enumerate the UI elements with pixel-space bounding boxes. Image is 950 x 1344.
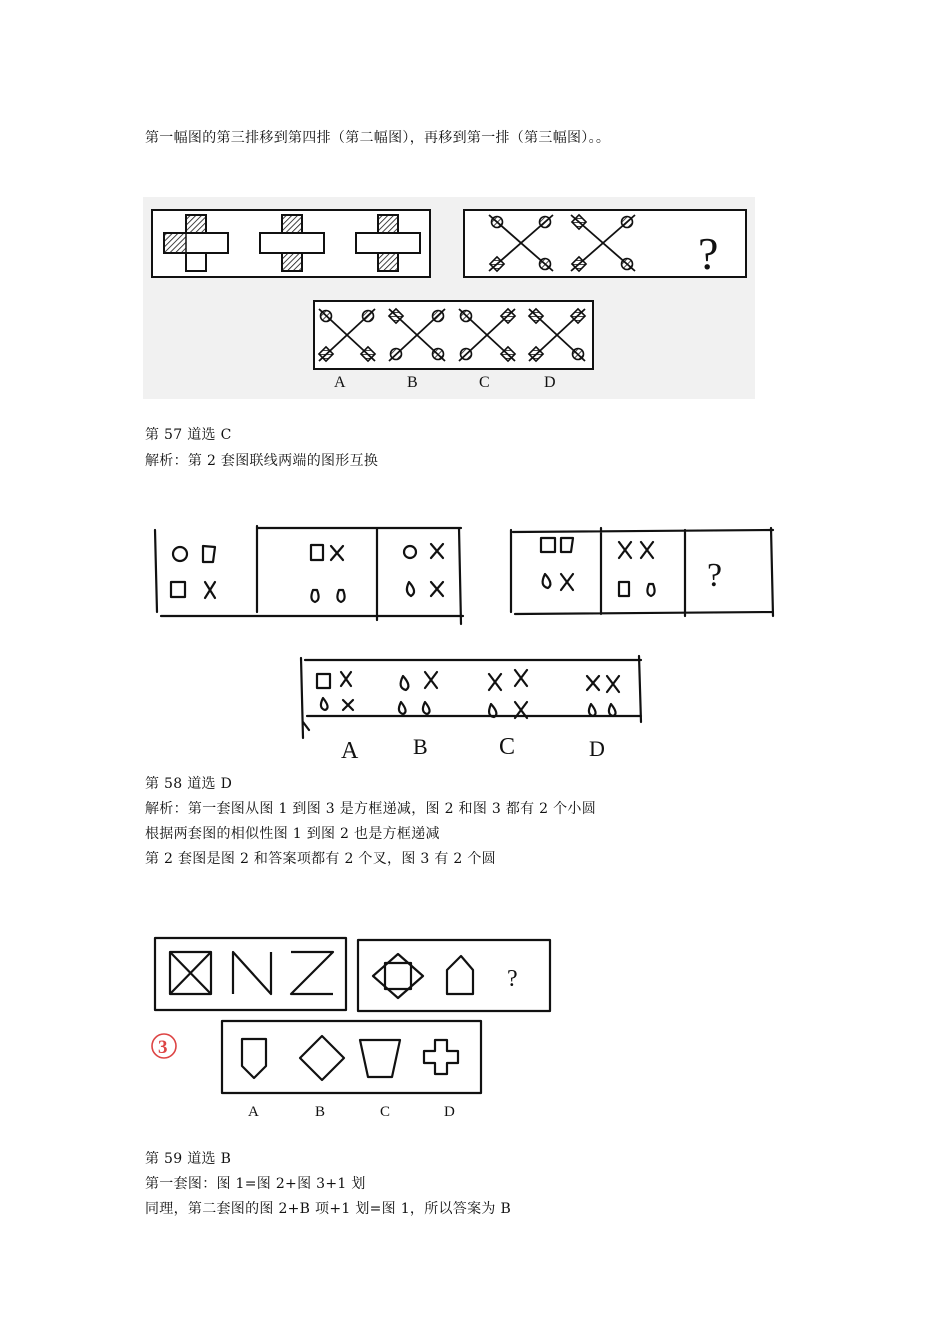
options-box [314, 301, 593, 369]
option-label-b: B [315, 1104, 326, 1120]
option-label-a: A [248, 1104, 259, 1120]
set-2-frame [511, 528, 773, 616]
option-label-d: D [444, 1104, 455, 1120]
q57-analysis: 解析：第 2 套图联线两端的图形互换 [145, 453, 379, 469]
q58-answer: 第 58 道选 D [145, 776, 233, 792]
question-58-figure [145, 520, 785, 768]
question-number: 3 [158, 1037, 168, 1058]
option-label-a: A [341, 738, 359, 764]
q59-analysis-line-2: 同理，第二套图的图 2+B 项+1 划=图 1，所以答案为 B [145, 1201, 512, 1217]
set-1-frame [155, 526, 463, 624]
question-mark: ? [698, 228, 719, 279]
q58-analysis-line-3: 第 2 套图是图 2 和答案项都有 2 个叉，图 3 有 2 个圆 [145, 851, 496, 867]
option-label-c: C [380, 1104, 391, 1120]
options-box [301, 656, 641, 738]
question-57-figure [143, 197, 755, 399]
option-label-d: D [589, 736, 605, 761]
question-59-figure [145, 932, 560, 1122]
option-label-d: D [544, 374, 556, 391]
q59-answer: 第 59 道选 B [145, 1151, 232, 1167]
option-label-b: B [413, 734, 428, 759]
q57-answer: 第 57 道选 C [145, 427, 232, 443]
options-box [222, 1021, 481, 1093]
question-mark: ? [707, 557, 723, 594]
intro-text: 第一幅图的第三排移到第四排（第二幅图），再移到第一排（第三幅图）。。 [145, 130, 611, 146]
q59-analysis-line-1: 第一套图：图 1=图 2+图 3+1 划 [145, 1176, 366, 1192]
question-mark: ? [507, 966, 518, 992]
option-label-b: B [407, 374, 418, 391]
set-1-box [155, 938, 346, 1010]
set-2-box [358, 940, 550, 1011]
option-label-a: A [334, 374, 346, 391]
option-label-c: C [499, 734, 516, 760]
option-label-c: C [479, 374, 490, 391]
q58-analysis-line-1: 解析：第一套图从图 1 到图 3 是方框递减，图 2 和图 3 都有 2 个小圆 [145, 801, 597, 817]
q58-analysis-line-2: 根据两套图的相似性图 1 到图 2 也是方框递减 [145, 826, 440, 842]
